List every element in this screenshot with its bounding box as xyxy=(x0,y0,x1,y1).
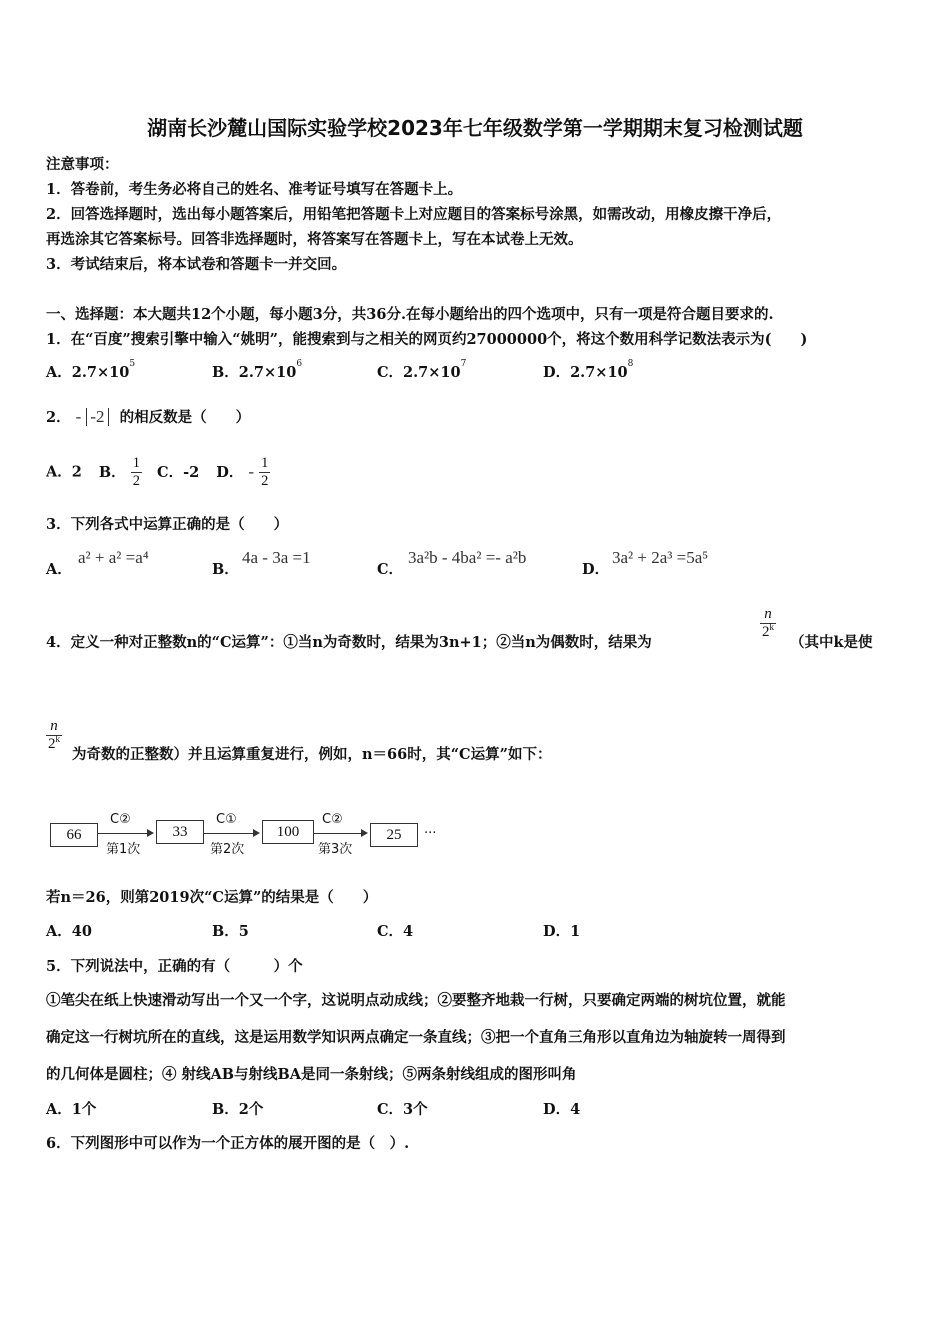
q1-stem: 1．在“百度”搜索引擎中输入“姚明”，能搜索到与之相关的网页约27000000个，将这个数用科学记数法表示为( ) xyxy=(46,331,808,348)
flow-box-4: 25 xyxy=(370,823,418,847)
q4-option-c[interactable]: C．4 xyxy=(377,923,414,940)
q3-option-d-label[interactable]: D． xyxy=(582,561,610,578)
q4-option-a[interactable]: A．40 xyxy=(46,923,92,940)
q5-line-3: 的几何体是圆柱；④ 射线AB与射线BA是同一条射线；⑤两条射线组成的图形叫角 xyxy=(46,1066,577,1083)
absolute-value: -2 xyxy=(86,408,108,426)
notice-item-2-cont: 再选涂其它答案标号。回答非选择题时，将答案写在答题卡上，写在本试卷上无效。 xyxy=(46,231,583,248)
q1-option-a[interactable]: A．$2.7\times 10^5$ xyxy=(46,359,136,381)
q4-option-d[interactable]: D．1 xyxy=(543,923,581,940)
section-heading: 一、选择题：本大题共12个小题，每小题3分，共36分.在每小题给出的四个选项中，只有一项是符合题目要求的. xyxy=(46,306,774,323)
notice-item-1: 1．答卷前，考生务必将自己的姓名、准考证号填写在答题卡上。 xyxy=(46,181,463,198)
q4-line-2: 为奇数的正整数）并且运算重复进行，例如，n＝66时，其“C运算”如下： xyxy=(72,746,552,763)
flow-step-2: 第2次 xyxy=(210,842,245,857)
flow-op-1: C② xyxy=(110,812,131,827)
q3-option-b-expr: 4a - 3a =1 xyxy=(242,548,311,567)
q3-option-a-label[interactable]: A． xyxy=(46,561,72,578)
q6-stem: 6．下列图形中可以作为一个正方体的展开图的是（ ）. xyxy=(46,1135,410,1152)
q3-option-c-expr: 3a²b - 4ba² =- a²b xyxy=(408,548,527,567)
q1-option-c[interactable]: C．$2.7\times 10^7$ xyxy=(377,359,467,381)
q2-options xyxy=(46,455,270,490)
q2-option-d[interactable]: D． - $\frac{1}{2}$ xyxy=(216,455,269,489)
q4-option-b[interactable]: B．5 xyxy=(212,923,249,940)
flow-ellipsis: ··· xyxy=(424,826,437,841)
flow-arrow-2 xyxy=(204,833,258,834)
q1-option-b[interactable]: B．$2.7\times 10^6$ xyxy=(212,359,303,381)
q5-option-a[interactable]: A．1个 xyxy=(46,1101,97,1118)
q5-line-2: 确定这一行树坑所在的直线，这是运用数学知识两点确定一条直线；③把一个直角三角形以直角边为轴旋转一周得到 xyxy=(46,1029,786,1046)
flow-box-2: 33 xyxy=(156,820,204,844)
notice-heading: 注意事项： xyxy=(46,156,119,173)
q5-line-1: ①笔尖在纸上快速滑动写出一个又一个字，这说明点动成线；②要整齐地栽一行树，只要确定两端的树坑位置，就能 xyxy=(46,992,786,1009)
q2-option-c[interactable]: C．-2 xyxy=(157,463,200,481)
page-title: 湖南长沙麓山国际实验学校2023年七年级数学第一学期期末复习检测试题 xyxy=(147,116,803,140)
flow-op-2: C① xyxy=(216,812,237,827)
q5-option-d[interactable]: D．4 xyxy=(543,1101,581,1118)
flow-arrow-1 xyxy=(98,833,152,834)
q3-option-d-expr: 3a² + 2a³ =5a⁵ xyxy=(612,548,709,567)
flow-step-3: 第3次 xyxy=(318,842,353,857)
q5-stem: 5．下列说法中，正确的有（ ）个 xyxy=(46,958,303,975)
q4-fraction-1: $\frac{n}{2^k}$ xyxy=(762,606,774,640)
flow-box-1: 66 xyxy=(50,823,98,847)
q4-question: 若n＝26，则第2019次“C运算”的结果是（ ） xyxy=(46,889,378,906)
flow-arrow-3 xyxy=(314,833,366,834)
q2-option-b[interactable]: B． $\frac{1}{2}$ xyxy=(98,455,140,489)
q2-option-a[interactable]: A．2 xyxy=(46,463,82,481)
notice-item-2: 2．回答选择题时，选出每小题答案后，用铅笔把答题卡上对应题目的答案标号涂黑，如需改动，用橡皮擦干净后， xyxy=(46,206,782,223)
flow-step-1: 第1次 xyxy=(106,842,141,857)
q5-option-c[interactable]: C．3个 xyxy=(377,1101,428,1118)
q5-option-b[interactable]: B．2个 xyxy=(212,1101,264,1118)
flow-box-3: 100 xyxy=(262,820,314,844)
q3-stem: 3．下列各式中运算正确的是（ ） xyxy=(46,516,289,533)
q2-stem: 2． - -2 的相反数是（ ） xyxy=(46,407,251,426)
notice-item-3: 3．考试结束后，将本试卷和答题卡一并交回。 xyxy=(46,256,347,273)
q4-line-1-end: （其中k是使 xyxy=(790,634,873,651)
flow-op-3: C② xyxy=(322,812,343,827)
q3-option-c-label[interactable]: C． xyxy=(377,561,404,578)
q3-option-b-label[interactable]: B． xyxy=(212,561,239,578)
q4-fraction-2: $\frac{n}{2^k}$ xyxy=(48,718,60,752)
q4-line-1: 4．定义一种对正整数n的“C运算”：①当n为奇数时，结果为3n+1；②当n为偶数时，结果为 xyxy=(46,634,652,651)
q3-option-a-expr: a² + a² =a⁴ xyxy=(78,548,149,567)
q1-option-d[interactable]: D．$2.7\times 10^8$ xyxy=(543,359,634,381)
